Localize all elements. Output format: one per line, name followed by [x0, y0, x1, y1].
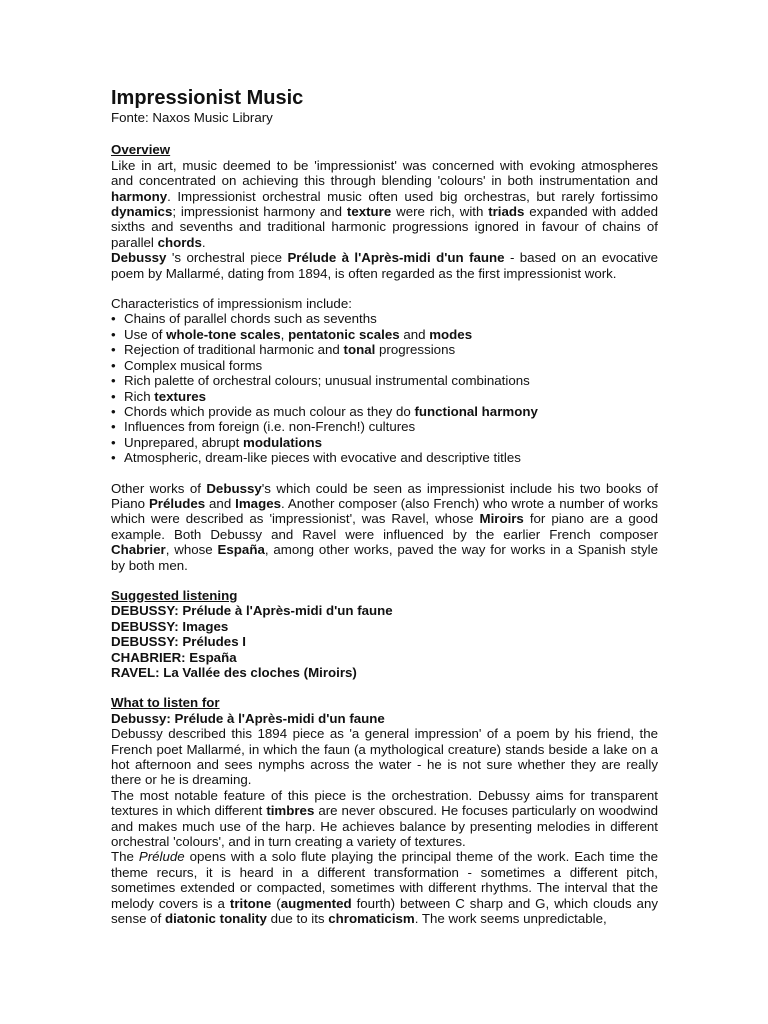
- overview-heading: Overview: [111, 142, 171, 158]
- text-run: , whose: [165, 542, 218, 558]
- list-item: DEBUSSY: Préludes I: [111, 634, 246, 650]
- text-run: expanded with added sixths and sevenths and traditional harmonic progressions ignored in favour of chains of parallel: [111, 204, 658, 250]
- listen-paragraph-1: [111, 726, 658, 788]
- text-run: and: [205, 495, 236, 511]
- document-title: Impressionist Music: [111, 87, 304, 109]
- bold-term: tonal: [343, 342, 376, 358]
- bold-term: chords: [157, 234, 202, 250]
- text-run: due to its: [266, 911, 329, 927]
- bold-term: España: [217, 542, 265, 558]
- text-run: were rich, with: [391, 204, 489, 220]
- text-run: Rich: [124, 388, 155, 404]
- text-run: .: [201, 234, 206, 250]
- text-run: Complex musical forms: [124, 357, 263, 373]
- suggested-listening-heading: Suggested listening: [111, 587, 238, 603]
- bold-term: diatonic tonality: [164, 911, 267, 927]
- text-run: and: [399, 326, 430, 342]
- text-run: Chords which provide as much colour as they do: [124, 403, 415, 419]
- source-line: Fonte: Naxos Music Library: [111, 110, 273, 125]
- listen-paragraph-2: [111, 788, 658, 850]
- text-run: (: [271, 895, 281, 911]
- text-run: . The work seems unpredictable,: [414, 911, 607, 927]
- text-run: Rich palette of orchestral colours; unusual instrumental combinations: [124, 373, 530, 389]
- text-run: Atmospheric, dream-like pieces with evocative and descriptive titles: [124, 450, 521, 466]
- bold-term: modes: [429, 326, 473, 342]
- characteristics-list: [111, 311, 658, 465]
- bold-term: Prélude à l'Après-midi d'un faune: [287, 250, 505, 266]
- text-run: , among other works, paved the way for works in a Spanish style by both men.: [111, 542, 658, 573]
- text-run: . Another composer (also French) who wrote a number of works which were described as 'impressionist', was Ravel, whose: [111, 495, 658, 527]
- text-run: for piano are a good example. Both Debussy and Ravel were influenced by the earlier French composer: [111, 511, 658, 542]
- overview-paragraph-2: [111, 250, 658, 281]
- text-run: progressions: [375, 342, 456, 358]
- bold-term: augmented: [280, 895, 352, 911]
- italic-term: Prélude: [138, 849, 185, 865]
- text-run: 's orchestral piece: [166, 250, 288, 266]
- text-run: ,: [280, 326, 289, 342]
- piece-subheading: Debussy: Prélude à l'Après-midi d'un faune: [111, 710, 385, 726]
- document-page: [111, 86, 658, 927]
- text-run: The most notable feature of this piece is the orchestration. Debussy aims for transparent textures in which different: [111, 787, 658, 819]
- bold-term: Images: [235, 495, 281, 511]
- bold-term: harmony: [111, 188, 168, 204]
- overview-paragraph-1: [111, 158, 658, 250]
- text-run: 's which could be seen as impressionist include his two books of Piano: [111, 480, 658, 511]
- listen-paragraph-3: [111, 849, 658, 926]
- characteristics-intro: Characteristics of impressionism include:: [111, 296, 352, 312]
- bold-term: whole-tone scales: [166, 326, 281, 342]
- bold-term: Debussy: [206, 480, 262, 496]
- bold-term: modulations: [243, 434, 323, 450]
- text-run: . Impressionist orchestral music often used big orchestras, but rarely fortissimo: [167, 188, 658, 204]
- bold-term: texture: [346, 204, 392, 220]
- list-item: DEBUSSY: Images: [111, 618, 229, 634]
- text-run: ; impressionist harmony and: [172, 204, 347, 220]
- list-item: [111, 404, 658, 419]
- bold-term: pentatonic scales: [288, 326, 400, 342]
- list-item: [111, 389, 658, 404]
- bold-term: Miroirs: [479, 511, 524, 527]
- bold-term: dynamics: [111, 204, 173, 220]
- text-run: opens with a solo flute playing the principal theme of the work. Each time the theme recurs, it is heard in a different transformation - sometimes a different pitch, sometimes extended or compacted, sometimes with different rhythms. The interval that the melody covers is a: [111, 849, 658, 911]
- text-run: Debussy described this 1894 piece as 'a general impression' of a poem by his friend, the French poet Mallarmé, in which the faun (a mythological creature) stands beside a lake on a hot afternoon and sees nymphs across the water - he is not sure whether they are really there or he is dreaming.: [111, 726, 658, 788]
- list-item: [111, 342, 658, 357]
- list-item: [111, 419, 658, 434]
- text-run: Influences from foreign (i.e. non-French!) cultures: [124, 419, 416, 435]
- bold-term: Préludes: [148, 495, 206, 511]
- bold-term: textures: [154, 388, 207, 404]
- text-run: Chains of parallel chords such as sevenths: [124, 311, 377, 327]
- text-run: - based on an evocative poem by Mallarmé, dating from 1894, is often regarded as the first impressionist work.: [111, 250, 658, 281]
- bold-term: triads: [488, 204, 525, 220]
- list-item: [111, 373, 658, 388]
- text-run: Unprepared, abrupt: [124, 434, 244, 450]
- list-item: DEBUSSY: Prélude à l'Après-midi d'un faune: [111, 603, 393, 619]
- what-to-listen-for-heading: What to listen for: [111, 695, 220, 711]
- list-item: [111, 311, 658, 326]
- bold-term: Debussy: [111, 250, 167, 266]
- list-item: [111, 358, 658, 373]
- text-run: The: [111, 849, 139, 865]
- list-item: RAVEL: La Vallée des cloches (Miroirs): [111, 665, 357, 680]
- text-run: Rejection of traditional harmonic and: [124, 342, 344, 358]
- bold-term: tritone: [229, 895, 272, 911]
- other-works-paragraph: [111, 481, 658, 573]
- text-run: Other works of: [111, 480, 207, 496]
- bold-term: timbres: [266, 803, 315, 819]
- text-run: fourth) between C sharp and G, which clouds any sense of: [111, 895, 658, 927]
- bold-term: chromaticism: [328, 911, 415, 927]
- list-item: CHABRIER: España: [111, 649, 237, 665]
- text-run: are never obscured. He focuses particularly on woodwind and makes much use of the harp. He achieves balance by presenting melodies in different orchestral 'colours', and in turn creating a variety of textures.: [111, 803, 658, 850]
- text-run: Use of: [124, 326, 167, 342]
- bold-term: Chabrier: [111, 542, 166, 558]
- bold-term: functional harmony: [414, 403, 538, 419]
- text-run: Like in art, music deemed to be 'impressionist' was concerned with evoking atmospheres and concentrated on achieving this through blending 'colours' in both instrumentation and: [111, 157, 658, 189]
- suggested-listening-list: [111, 603, 658, 680]
- list-item: [111, 327, 658, 342]
- list-item: [111, 450, 658, 465]
- list-item: [111, 435, 658, 450]
